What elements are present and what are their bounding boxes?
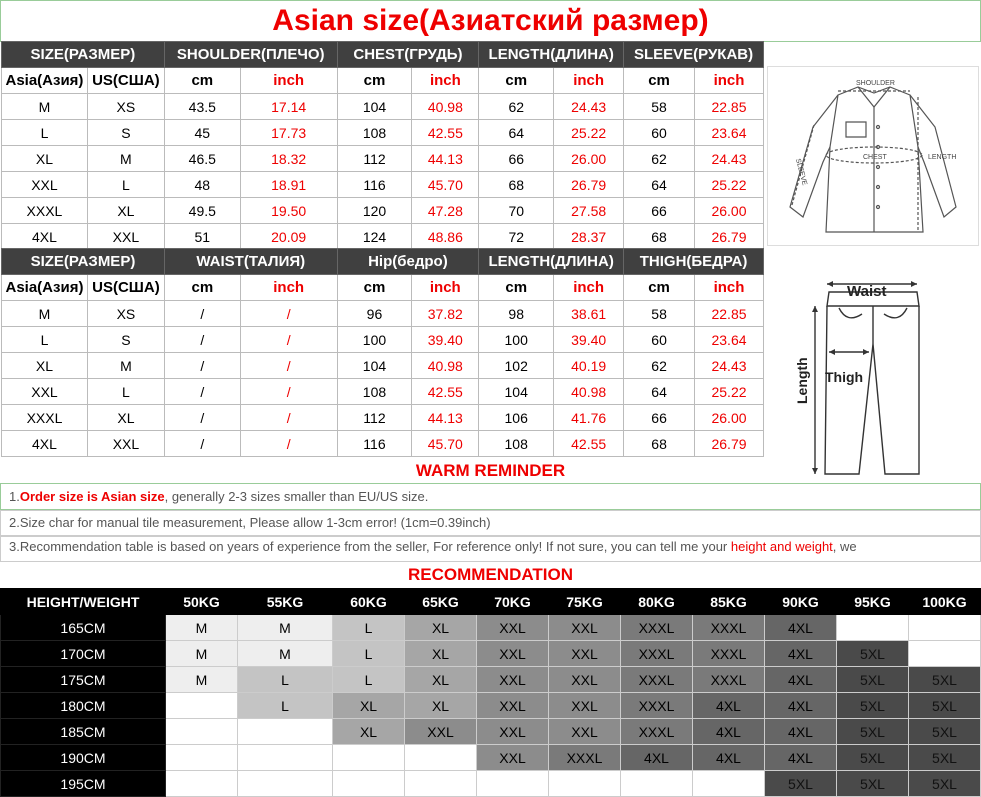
column-header: SLEEVE(РУКАВ) bbox=[624, 42, 764, 68]
recommended-size bbox=[238, 719, 333, 745]
table-cell: L bbox=[87, 379, 164, 405]
table-cell: 100 bbox=[479, 327, 554, 353]
table-cell: / bbox=[164, 301, 240, 327]
table-cell: 104 bbox=[337, 353, 412, 379]
recommended-size bbox=[405, 745, 477, 771]
unit-header: US(США) bbox=[87, 68, 164, 94]
recommended-size: L bbox=[333, 667, 405, 693]
recommended-size: 4XL bbox=[765, 745, 837, 771]
table-cell: M bbox=[2, 94, 88, 120]
table-cell: 116 bbox=[337, 172, 412, 198]
table-cell: XL bbox=[2, 146, 88, 172]
recommended-size: XXL bbox=[549, 641, 621, 667]
recommended-size: XXL bbox=[477, 693, 549, 719]
table-cell: 64 bbox=[624, 172, 695, 198]
table-cell: XL bbox=[87, 198, 164, 224]
table-cell: 18.32 bbox=[240, 146, 337, 172]
recommendation-row bbox=[1, 641, 981, 667]
table-cell: 96 bbox=[337, 301, 412, 327]
table-cell: 48.86 bbox=[412, 224, 479, 250]
table-cell: 124 bbox=[337, 224, 412, 250]
table-cell: M bbox=[87, 353, 164, 379]
weight-header: 70KG bbox=[477, 589, 549, 615]
recommended-size: M bbox=[238, 615, 333, 641]
table-cell: 44.13 bbox=[412, 405, 479, 431]
table-cell: 22.85 bbox=[695, 94, 764, 120]
recommended-size: XXL bbox=[549, 719, 621, 745]
recommended-size: 5XL bbox=[909, 719, 981, 745]
corner-header: HEIGHT/WEIGHT bbox=[1, 589, 166, 615]
shirt-diagram bbox=[767, 66, 979, 246]
recommendation-row bbox=[1, 745, 981, 771]
recommended-size: XXL bbox=[549, 693, 621, 719]
recommended-size: 4XL bbox=[693, 719, 765, 745]
table-row bbox=[2, 224, 764, 250]
weight-header: 100KG bbox=[909, 589, 981, 615]
recommended-size: XXL bbox=[477, 615, 549, 641]
table-cell: 25.22 bbox=[554, 120, 624, 146]
table-cell: 102 bbox=[479, 353, 554, 379]
recommended-size: 4XL bbox=[621, 745, 693, 771]
table-cell: L bbox=[87, 172, 164, 198]
recommended-size bbox=[693, 771, 765, 797]
unit-header: inch bbox=[554, 275, 624, 301]
recommended-size: XXL bbox=[549, 667, 621, 693]
table-cell: 40.98 bbox=[412, 94, 479, 120]
table-cell: 25.22 bbox=[695, 172, 764, 198]
table-cell: / bbox=[164, 327, 240, 353]
recommended-size: M bbox=[166, 667, 238, 693]
recommended-size: M bbox=[166, 615, 238, 641]
table-cell: 60 bbox=[624, 120, 695, 146]
table-cell: 49.5 bbox=[164, 198, 240, 224]
recommended-size: 5XL bbox=[909, 693, 981, 719]
recommended-size bbox=[166, 719, 238, 745]
table-cell: / bbox=[164, 353, 240, 379]
recommended-size: 5XL bbox=[837, 771, 909, 797]
table-cell: 106 bbox=[479, 405, 554, 431]
unit-header: inch bbox=[412, 275, 479, 301]
table-cell: 24.43 bbox=[554, 94, 624, 120]
table-cell: XL bbox=[87, 405, 164, 431]
table-row bbox=[2, 198, 764, 224]
shirt-outline-icon bbox=[768, 67, 980, 247]
recommended-size: XXL bbox=[477, 745, 549, 771]
column-header: CHEST(ГРУДЬ) bbox=[337, 42, 479, 68]
recommended-size: XXXL bbox=[693, 615, 765, 641]
unit-header: cm bbox=[624, 68, 695, 94]
height-label: 180CM bbox=[1, 693, 166, 719]
table-cell: M bbox=[87, 146, 164, 172]
table-cell: XXXL bbox=[2, 198, 88, 224]
column-header: THIGH(БЕДРА) bbox=[624, 249, 764, 275]
table-cell: L bbox=[2, 327, 88, 353]
shirt-size-table bbox=[1, 41, 764, 250]
weight-header: 55KG bbox=[238, 589, 333, 615]
recommended-size: 5XL bbox=[909, 745, 981, 771]
unit-header: cm bbox=[479, 275, 554, 301]
table-cell: 41.76 bbox=[554, 405, 624, 431]
recommended-size: 5XL bbox=[909, 667, 981, 693]
warm-reminder-title: WARM REMINDER bbox=[415, 461, 566, 480]
pants-size-table bbox=[1, 248, 764, 457]
height-label: 190CM bbox=[1, 745, 166, 771]
chest-label: CHEST bbox=[863, 154, 887, 161]
recommended-size: 4XL bbox=[693, 693, 765, 719]
recommended-size: XXL bbox=[405, 719, 477, 745]
table-cell: 45.70 bbox=[412, 431, 479, 457]
table-cell: 66 bbox=[624, 198, 695, 224]
recommended-size bbox=[333, 771, 405, 797]
header-row bbox=[2, 249, 764, 275]
table-cell: 40.98 bbox=[412, 353, 479, 379]
table-row bbox=[2, 405, 764, 431]
recommendation-row bbox=[1, 667, 981, 693]
recommendation-row bbox=[1, 693, 981, 719]
table-cell: 39.40 bbox=[412, 327, 479, 353]
table-cell: 26.00 bbox=[695, 405, 764, 431]
recommended-size: XXXL bbox=[549, 745, 621, 771]
table-cell: 60 bbox=[624, 327, 695, 353]
height-label: 165CM bbox=[1, 615, 166, 641]
column-header: LENGTH(ДЛИНА) bbox=[479, 249, 624, 275]
recommendation-row bbox=[1, 771, 981, 797]
unit-header: inch bbox=[695, 275, 764, 301]
recommended-size: XL bbox=[405, 693, 477, 719]
table-cell: 39.40 bbox=[554, 327, 624, 353]
recommended-size: XXXL bbox=[693, 667, 765, 693]
recommendation-title: RECOMMENDATION bbox=[408, 565, 573, 584]
table-cell: 66 bbox=[479, 146, 554, 172]
recommended-size: XXL bbox=[549, 615, 621, 641]
table-cell: 47.28 bbox=[412, 198, 479, 224]
unit-header: inch bbox=[412, 68, 479, 94]
table-cell: 45 bbox=[164, 120, 240, 146]
recommended-size bbox=[166, 745, 238, 771]
table-cell: 120 bbox=[337, 198, 412, 224]
table-cell: 104 bbox=[337, 94, 412, 120]
note-3-tail: , we bbox=[832, 539, 857, 554]
recommended-size: 5XL bbox=[837, 745, 909, 771]
header-row bbox=[2, 42, 764, 68]
table-cell: 26.79 bbox=[695, 224, 764, 250]
note-1-text: , generally 2-3 sizes smaller than EU/US size. bbox=[164, 489, 429, 504]
table-cell: / bbox=[240, 379, 337, 405]
table-cell: 40.98 bbox=[554, 379, 624, 405]
table-cell: 108 bbox=[337, 379, 412, 405]
recommended-size: XXL bbox=[477, 641, 549, 667]
unit-header: Asia(Азия) bbox=[2, 275, 88, 301]
table-cell: 100 bbox=[337, 327, 412, 353]
table-cell: XXL bbox=[87, 224, 164, 250]
column-header: WAIST(ТАЛИЯ) bbox=[164, 249, 337, 275]
table-cell: 24.43 bbox=[695, 146, 764, 172]
table-cell: 28.37 bbox=[554, 224, 624, 250]
column-header: SIZE(РАЗМЕР) bbox=[2, 249, 165, 275]
table-row bbox=[2, 94, 764, 120]
recommended-size: XL bbox=[405, 641, 477, 667]
recommended-size: L bbox=[333, 615, 405, 641]
table-cell: / bbox=[240, 353, 337, 379]
table-cell: 4XL bbox=[2, 224, 88, 250]
column-header: LENGTH(ДЛИНА) bbox=[479, 42, 624, 68]
recommended-size bbox=[333, 745, 405, 771]
table-row bbox=[2, 353, 764, 379]
table-cell: XXL bbox=[2, 172, 88, 198]
recommended-size: M bbox=[166, 641, 238, 667]
column-header: Hip(бедро) bbox=[337, 249, 479, 275]
height-label: 170CM bbox=[1, 641, 166, 667]
table-cell: 64 bbox=[624, 379, 695, 405]
unit-header: inch bbox=[695, 68, 764, 94]
recommended-size bbox=[549, 771, 621, 797]
recommended-size: 5XL bbox=[765, 771, 837, 797]
table-cell: 45.70 bbox=[412, 172, 479, 198]
unit-header: inch bbox=[240, 68, 337, 94]
unit-header: cm bbox=[337, 68, 412, 94]
recommended-size: L bbox=[238, 693, 333, 719]
weight-header: 85KG bbox=[693, 589, 765, 615]
length-label: LENGTH bbox=[928, 154, 957, 161]
note-1-highlight: Order size is Asian size bbox=[19, 489, 165, 504]
table-cell: XXXL bbox=[2, 405, 88, 431]
table-cell: 17.73 bbox=[240, 120, 337, 146]
note-3-text: 3.Recommendation table is based on years of experience from the seller, For reference only! If not sure, you can tell me your bbox=[9, 539, 731, 554]
recommended-size: 4XL bbox=[765, 693, 837, 719]
table-cell: 58 bbox=[624, 94, 695, 120]
table-cell: 62 bbox=[479, 94, 554, 120]
table-cell: XL bbox=[2, 353, 88, 379]
table-cell: 42.55 bbox=[412, 120, 479, 146]
recommended-size bbox=[837, 615, 909, 641]
recommended-size: XXXL bbox=[621, 667, 693, 693]
weight-header-row bbox=[1, 589, 981, 615]
table-cell: 104 bbox=[479, 379, 554, 405]
table-cell: 23.64 bbox=[695, 327, 764, 353]
recommended-size bbox=[477, 771, 549, 797]
table-cell: S bbox=[87, 120, 164, 146]
table-cell: 27.58 bbox=[554, 198, 624, 224]
weight-header: 75KG bbox=[549, 589, 621, 615]
height-label: 195CM bbox=[1, 771, 166, 797]
note-1-prefix: 1. bbox=[9, 489, 20, 504]
table-cell: 68 bbox=[624, 431, 695, 457]
table-cell: / bbox=[240, 405, 337, 431]
recommendation-row bbox=[1, 615, 981, 641]
recommended-size: L bbox=[238, 667, 333, 693]
table-cell: 68 bbox=[479, 172, 554, 198]
height-label: 185CM bbox=[1, 719, 166, 745]
table-cell: 46.5 bbox=[164, 146, 240, 172]
recommended-size: XXXL bbox=[693, 641, 765, 667]
waist-label: Waist bbox=[847, 283, 887, 300]
table-row bbox=[2, 379, 764, 405]
table-cell: 19.50 bbox=[240, 198, 337, 224]
recommended-size: 5XL bbox=[837, 719, 909, 745]
table-cell: 112 bbox=[337, 405, 412, 431]
recommended-size: XXXL bbox=[621, 641, 693, 667]
table-cell: 37.82 bbox=[412, 301, 479, 327]
recommended-size bbox=[238, 745, 333, 771]
table-cell: 62 bbox=[624, 353, 695, 379]
recommended-size: 4XL bbox=[693, 745, 765, 771]
table-cell: 70 bbox=[479, 198, 554, 224]
recommended-size: XXXL bbox=[621, 615, 693, 641]
table-cell: 62 bbox=[624, 146, 695, 172]
table-cell: 51 bbox=[164, 224, 240, 250]
note-3-highlight: height and weight bbox=[730, 539, 833, 554]
unit-row bbox=[2, 68, 764, 94]
weight-header: 80KG bbox=[621, 589, 693, 615]
table-row bbox=[2, 120, 764, 146]
recommended-size: 5XL bbox=[909, 771, 981, 797]
weight-header: 95KG bbox=[837, 589, 909, 615]
height-label: 175CM bbox=[1, 667, 166, 693]
recommended-size: XL bbox=[333, 719, 405, 745]
table-cell: 38.61 bbox=[554, 301, 624, 327]
pants-outline-icon bbox=[767, 274, 979, 484]
recommended-size: 4XL bbox=[765, 641, 837, 667]
recommended-size: 4XL bbox=[765, 615, 837, 641]
recommended-size: XL bbox=[333, 693, 405, 719]
recommended-size: 5XL bbox=[837, 693, 909, 719]
table-cell: 116 bbox=[337, 431, 412, 457]
table-row bbox=[2, 146, 764, 172]
unit-header: inch bbox=[554, 68, 624, 94]
recommendation-row bbox=[1, 719, 981, 745]
unit-header: US(США) bbox=[87, 275, 164, 301]
table-cell: 42.55 bbox=[412, 379, 479, 405]
table-cell: 26.00 bbox=[554, 146, 624, 172]
table-cell: XS bbox=[87, 301, 164, 327]
table-row bbox=[2, 301, 764, 327]
column-header: SHOULDER(ПЛЕЧО) bbox=[164, 42, 337, 68]
unit-header: cm bbox=[164, 68, 240, 94]
recommended-size: XXL bbox=[477, 667, 549, 693]
recommended-size bbox=[909, 641, 981, 667]
recommended-size: XXXL bbox=[621, 719, 693, 745]
recommended-size bbox=[238, 771, 333, 797]
table-cell: 40.19 bbox=[554, 353, 624, 379]
table-row bbox=[2, 431, 764, 457]
table-cell: 26.79 bbox=[554, 172, 624, 198]
table-cell: 23.64 bbox=[695, 120, 764, 146]
table-cell: / bbox=[240, 431, 337, 457]
recommended-size bbox=[166, 771, 238, 797]
recommended-size bbox=[909, 615, 981, 641]
table-row bbox=[2, 327, 764, 353]
recommended-size: XXXL bbox=[621, 693, 693, 719]
weight-header: 65KG bbox=[405, 589, 477, 615]
table-cell: 26.00 bbox=[695, 198, 764, 224]
note-1 bbox=[0, 483, 981, 510]
unit-row bbox=[2, 275, 764, 301]
recommended-size: M bbox=[238, 641, 333, 667]
table-cell: 44.13 bbox=[412, 146, 479, 172]
table-cell: XXL bbox=[2, 379, 88, 405]
table-cell: M bbox=[2, 301, 88, 327]
note-3 bbox=[0, 536, 981, 562]
recommended-size: XXL bbox=[477, 719, 549, 745]
recommended-size: 5XL bbox=[837, 641, 909, 667]
table-cell: 48 bbox=[164, 172, 240, 198]
unit-header: Asia(Азия) bbox=[2, 68, 88, 94]
table-cell: S bbox=[87, 327, 164, 353]
table-cell: 25.22 bbox=[695, 379, 764, 405]
table-cell: 98 bbox=[479, 301, 554, 327]
table-cell: / bbox=[240, 327, 337, 353]
weight-header: 90KG bbox=[765, 589, 837, 615]
pants-diagram bbox=[767, 274, 979, 484]
table-cell: 4XL bbox=[2, 431, 88, 457]
recommended-size: L bbox=[333, 641, 405, 667]
recommended-size: 4XL bbox=[765, 719, 837, 745]
table-cell: / bbox=[164, 405, 240, 431]
table-cell: 20.09 bbox=[240, 224, 337, 250]
recommendation-table bbox=[0, 588, 981, 797]
unit-header: inch bbox=[240, 275, 337, 301]
table-cell: 42.55 bbox=[554, 431, 624, 457]
table-cell: 108 bbox=[337, 120, 412, 146]
weight-header: 50KG bbox=[166, 589, 238, 615]
table-cell: 68 bbox=[624, 224, 695, 250]
unit-header: cm bbox=[164, 275, 240, 301]
table-cell: / bbox=[164, 431, 240, 457]
table-cell: / bbox=[240, 301, 337, 327]
recommended-size: 4XL bbox=[765, 667, 837, 693]
unit-header: cm bbox=[479, 68, 554, 94]
table-cell: 17.14 bbox=[240, 94, 337, 120]
weight-header: 60KG bbox=[333, 589, 405, 615]
table-row bbox=[2, 172, 764, 198]
table-cell: L bbox=[2, 120, 88, 146]
note-2: 2.Size char for manual tile measurement, Please allow 1-3cm error! (1cm=0.39inch) bbox=[0, 510, 981, 536]
table-cell: 58 bbox=[624, 301, 695, 327]
recommended-size bbox=[621, 771, 693, 797]
shoulder-label: SHOULDER bbox=[856, 80, 895, 87]
sleeve-label: SLEEVE bbox=[793, 157, 808, 187]
recommended-size bbox=[166, 693, 238, 719]
table-cell: 66 bbox=[624, 405, 695, 431]
thigh-label: Thigh bbox=[825, 369, 864, 385]
table-cell: 108 bbox=[479, 431, 554, 457]
column-header: SIZE(РАЗМЕР) bbox=[2, 42, 165, 68]
table-cell: XXL bbox=[87, 431, 164, 457]
table-cell: 112 bbox=[337, 146, 412, 172]
recommended-size bbox=[405, 771, 477, 797]
page-title: Asian size(Азиатский размер) bbox=[0, 0, 981, 42]
table-cell: 72 bbox=[479, 224, 554, 250]
pants-length-label: Length bbox=[794, 357, 810, 404]
table-cell: XS bbox=[87, 94, 164, 120]
recommended-size: XL bbox=[405, 667, 477, 693]
table-cell: 26.79 bbox=[695, 431, 764, 457]
table-cell: 43.5 bbox=[164, 94, 240, 120]
table-cell: 24.43 bbox=[695, 353, 764, 379]
table-cell: / bbox=[164, 379, 240, 405]
table-cell: 22.85 bbox=[695, 301, 764, 327]
recommended-size: XL bbox=[405, 615, 477, 641]
unit-header: cm bbox=[624, 275, 695, 301]
recommended-size: 5XL bbox=[837, 667, 909, 693]
table-cell: 18.91 bbox=[240, 172, 337, 198]
unit-header: cm bbox=[337, 275, 412, 301]
table-cell: 64 bbox=[479, 120, 554, 146]
